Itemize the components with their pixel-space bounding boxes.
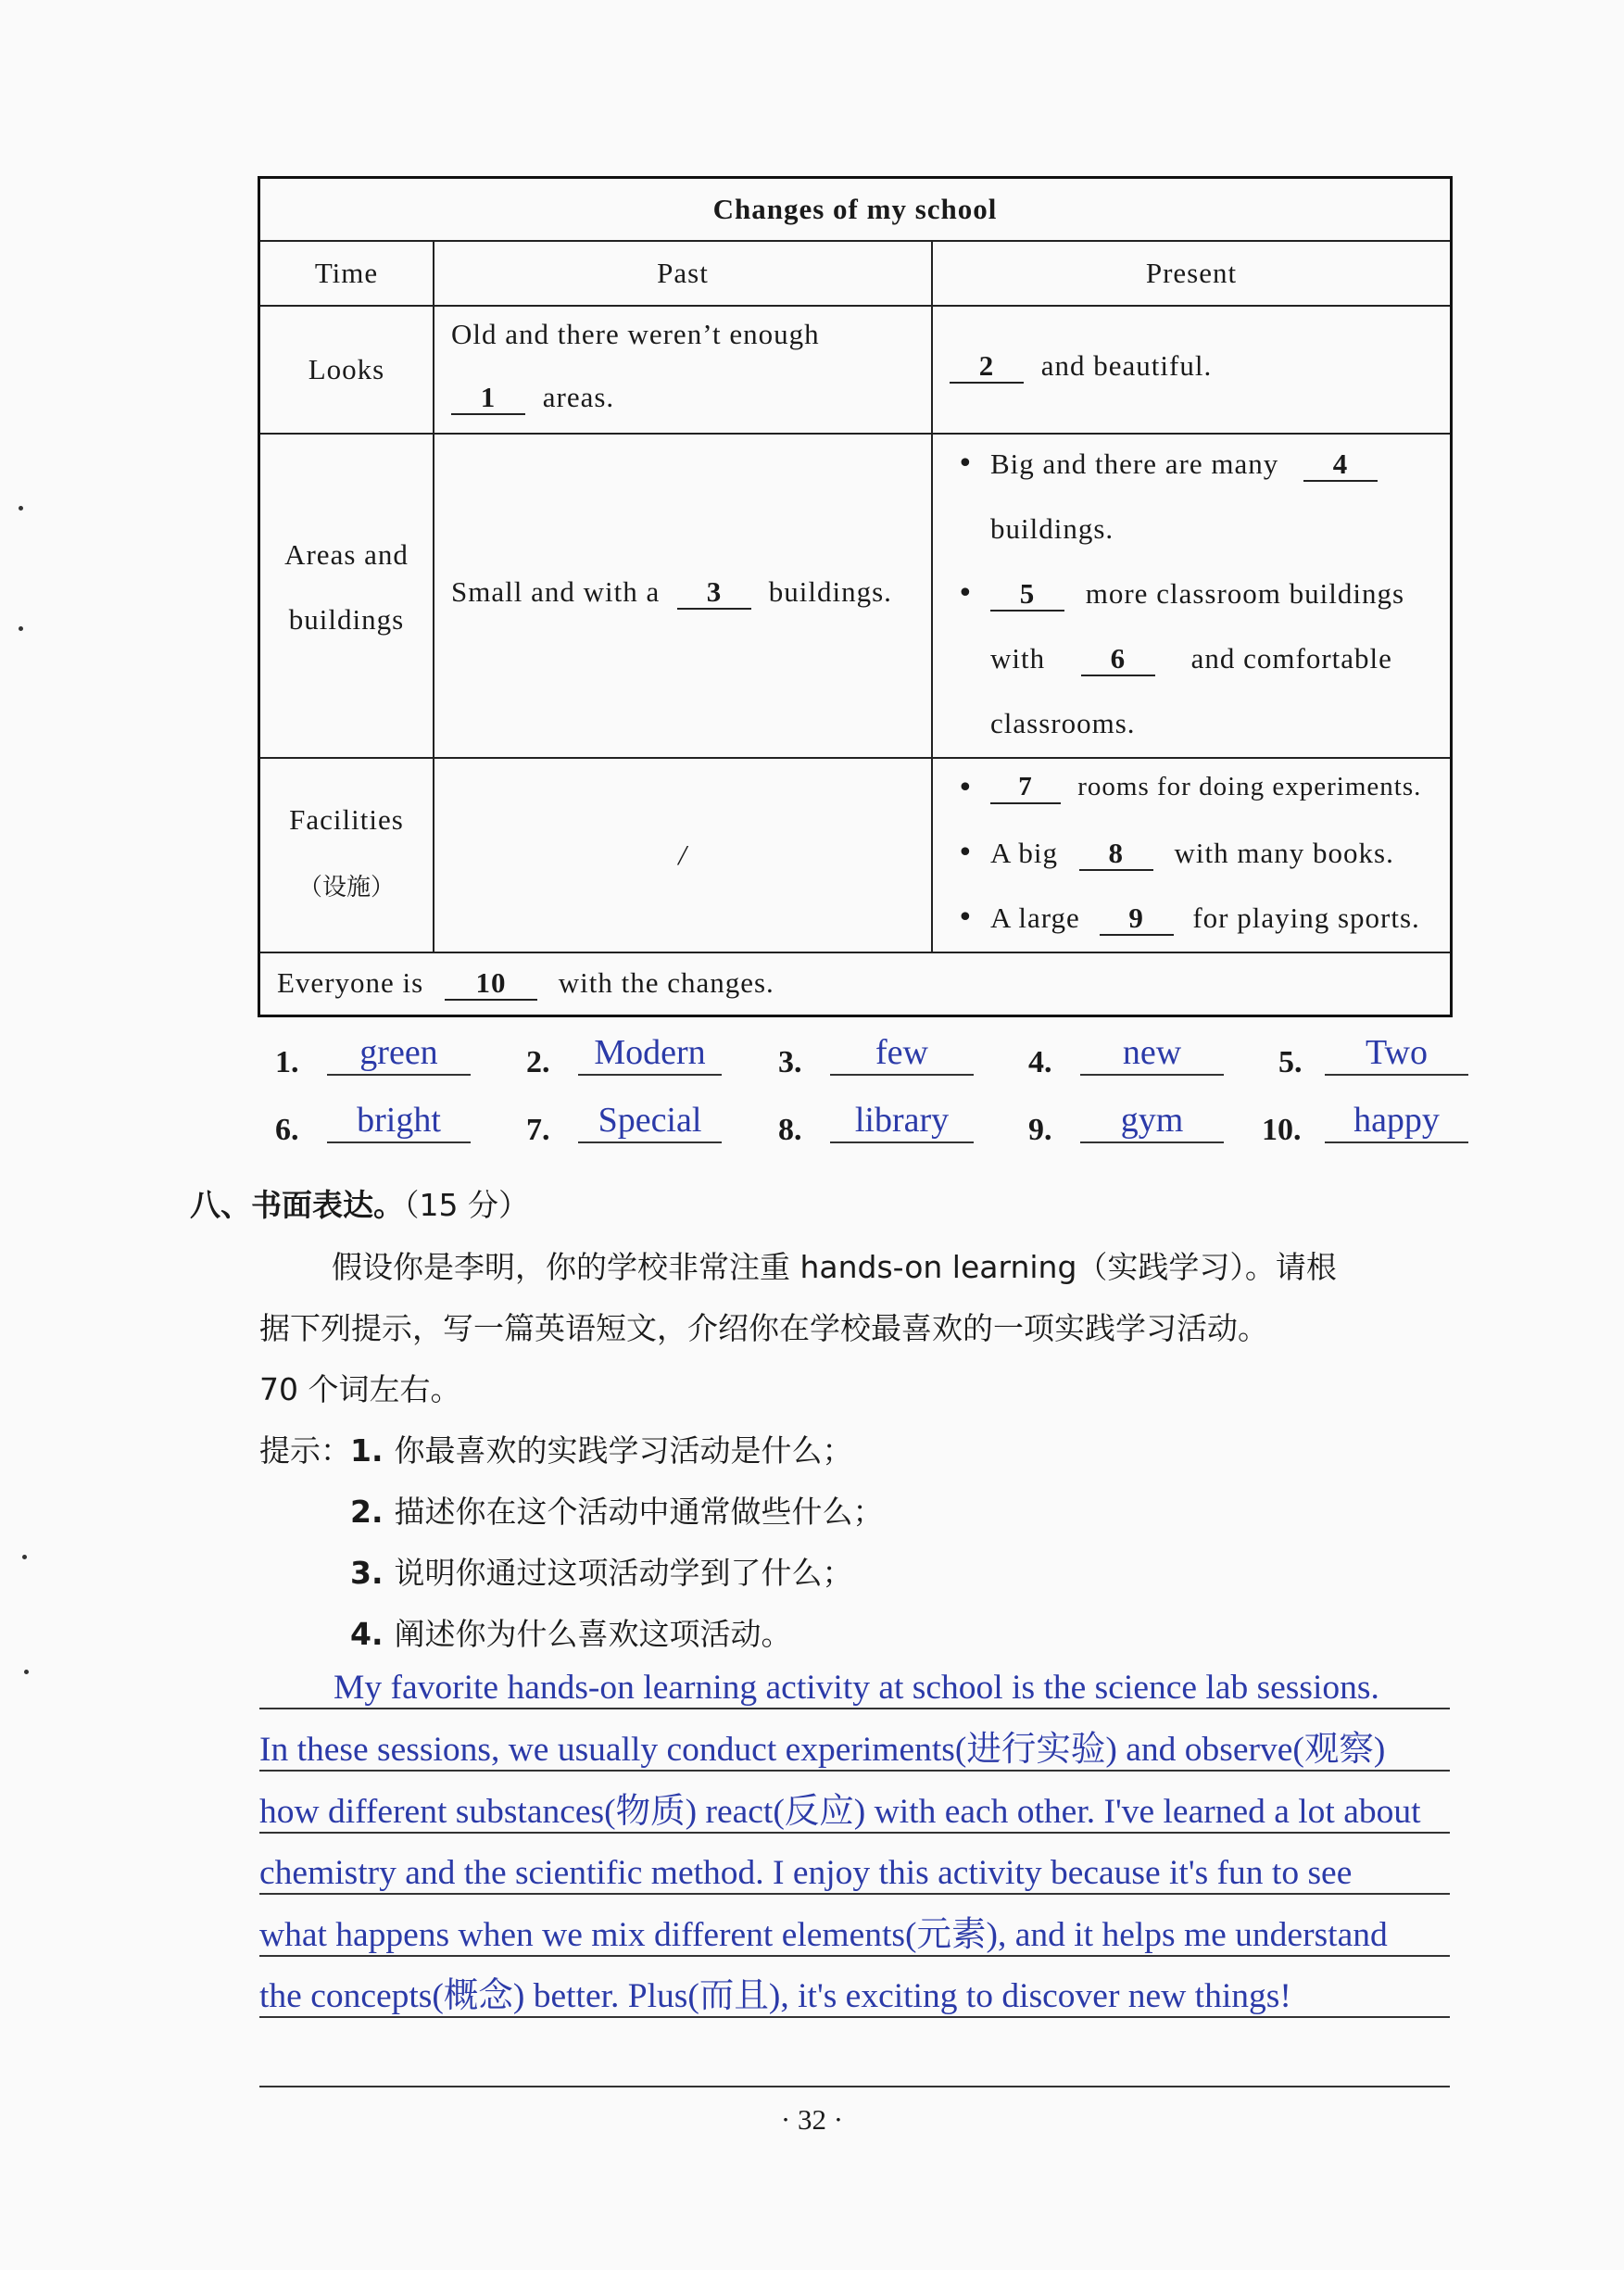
answer-num: 5. (1278, 1045, 1303, 1079)
answer-value: new (1080, 1033, 1224, 1076)
areas-present-p1: Big and there are many 4 (990, 448, 1378, 482)
hint-item: 1. 你最喜欢的实践学习活动是什么； (350, 1432, 853, 1469)
answer-num: 3. (778, 1045, 802, 1079)
areas-label-cell (260, 435, 434, 757)
blank-7: 7 (990, 773, 1061, 804)
blank-2: 2 (950, 350, 1024, 384)
prompt-line-2: 据下列提示，写一篇英语短文，介绍你在学校最喜欢的一项实践学习活动。 (259, 1310, 1268, 1346)
looks-present-line: 2 and beautiful. (950, 349, 1212, 384)
facilities-past: / (678, 839, 687, 871)
prompt-line-1: 假设你是李明，你的学校非常注重 hands-on learning（实践学习）。请根 (332, 1249, 1337, 1285)
hint-item: 3. 说明你通过这项活动学到了什么； (350, 1555, 853, 1591)
footer-line: Everyone is 10 with the changes. (277, 966, 774, 1001)
writing-heading-line (190, 1181, 529, 1225)
page-number: · 32 · (780, 2103, 844, 2136)
answer-value: library (830, 1101, 974, 1143)
facilities-present-f3: A large 9 for playing sports. (990, 902, 1420, 936)
facilities-label-line2: （设施） (297, 874, 395, 902)
areas-past-cell (434, 435, 933, 757)
facilities-present-f1: 7 rooms for doing experiments. (990, 772, 1421, 804)
blank-4: 4 (1303, 448, 1378, 482)
facilities-present-f2: A big 8 with many books. (990, 837, 1394, 871)
areas-present-p4: classrooms. (990, 707, 1136, 739)
table-row-areas (260, 435, 1450, 759)
essay-line: the concepts(概念) better. Plus(而且), it's exciting to discover new things! (259, 1976, 1450, 2018)
answer-value: Two (1325, 1033, 1468, 1076)
facilities-label-cell (260, 759, 434, 952)
looks-past-line1: Old and there weren’t enough (451, 318, 820, 350)
margin-dot (24, 1670, 29, 1674)
answer-num: 8. (778, 1113, 802, 1147)
section-score: （15 分） (404, 1187, 529, 1223)
essay-line: chemistry and the scientific method. I enjoy this activity because it's fun to see (259, 1853, 1450, 1895)
margin-dot (22, 1555, 27, 1559)
bullet-icon: • (957, 902, 974, 934)
essay-line: what happens when we mix different elements(元素), and it helps me understand (259, 1915, 1450, 1957)
table-row-looks (260, 307, 1450, 435)
section-heading: 八、书面表达。 (190, 1187, 404, 1223)
footer-divider (259, 2086, 1450, 2087)
blank-1: 1 (451, 382, 525, 415)
header-past: Past (657, 257, 709, 289)
looks-past-cell (434, 307, 933, 433)
answer-value: Special (578, 1101, 722, 1143)
hint-item: 4. 阐述你为什么喜欢这项活动。 (350, 1616, 792, 1652)
areas-label-line1: Areas and (284, 538, 409, 571)
facilities-label-line1: Facilities (289, 803, 404, 836)
areas-past-line: Small and with a 3 buildings. (451, 575, 892, 610)
looks-present-cell (933, 307, 1450, 433)
table-footer-row (260, 953, 1450, 1015)
answer-num: 2. (526, 1045, 550, 1079)
facilities-present-cell (933, 759, 1450, 952)
header-time: Time (314, 257, 379, 289)
blank-9: 9 (1100, 902, 1174, 936)
areas-present-p1-line2: buildings. (990, 512, 1114, 545)
looks-past-line2: 1 areas. (451, 381, 614, 415)
bullet-icon: • (957, 448, 974, 480)
essay-line: In these sessions, we usually conduct experiments(进行实验) and observe(观察) (259, 1730, 1450, 1772)
areas-present-cell (933, 435, 1450, 757)
answer-value: Modern (578, 1033, 722, 1076)
answer-value: happy (1325, 1101, 1468, 1143)
header-present: Present (1145, 257, 1238, 289)
answer-value: bright (327, 1101, 471, 1143)
margin-dot (19, 506, 23, 511)
table-header-row (260, 242, 1450, 307)
row-label-looks: Looks (308, 353, 385, 385)
answer-value: few (830, 1033, 974, 1076)
table-title-row (260, 179, 1450, 242)
answer-num: 6. (275, 1113, 299, 1147)
table-row-facilities (260, 759, 1450, 953)
areas-label-line2: buildings (288, 603, 405, 636)
bullet-icon: • (957, 577, 974, 610)
answer-num: 9. (1028, 1113, 1052, 1147)
essay-line: My favorite hands-on learning activity at school is the science lab sessions. (259, 1668, 1450, 1709)
margin-dot (19, 626, 23, 631)
changes-table (258, 176, 1453, 1017)
answer-value: green (327, 1033, 471, 1076)
answer-num: 10. (1262, 1113, 1302, 1147)
table-title: Changes of my school (712, 193, 998, 225)
answer-num: 7. (526, 1113, 550, 1147)
blank-3: 3 (677, 576, 751, 610)
areas-present-p3: with 6 and comfortable (990, 642, 1392, 676)
bullet-icon: • (957, 837, 974, 869)
blank-6: 6 (1081, 643, 1155, 676)
areas-present-p2: 5 more classroom buildings (990, 577, 1404, 612)
blank-5: 5 (990, 578, 1064, 612)
prompt-line-3: 70 个词左右。 (259, 1371, 461, 1407)
answer-num: 1. (275, 1045, 299, 1079)
hints-label: 提示： (259, 1432, 351, 1469)
answer-num: 4. (1028, 1045, 1052, 1079)
hint-item: 2. 描述你在这个活动中通常做些什么； (350, 1494, 884, 1530)
blank-8: 8 (1079, 838, 1153, 871)
essay-line: how different substances(物质) react(反应) with each other. I've learned a lot about (259, 1792, 1450, 1834)
bullet-icon: • (957, 772, 974, 804)
blank-10: 10 (445, 967, 537, 1001)
answer-value: gym (1080, 1101, 1224, 1143)
